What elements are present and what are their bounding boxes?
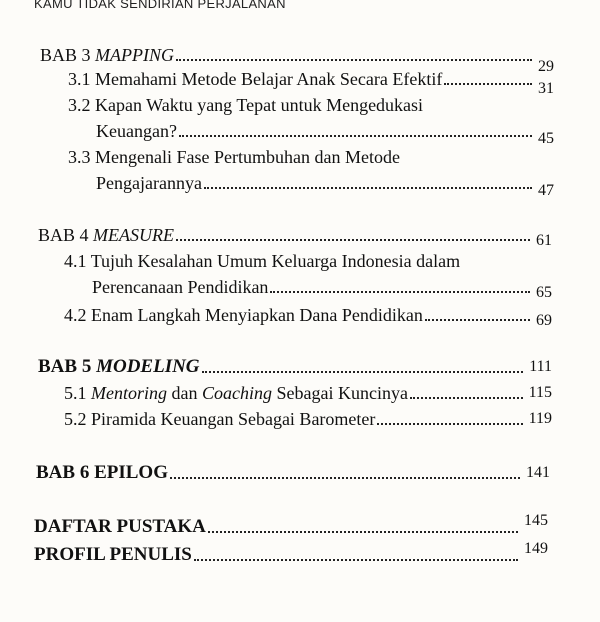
- section-text-cont: Pengajarannya: [96, 173, 202, 193]
- section-text: Piramida Keuangan Sebagai Barometer: [91, 409, 376, 429]
- dot-leader: [202, 371, 524, 373]
- page-number: 119: [528, 410, 552, 427]
- dot-leader: [194, 559, 518, 561]
- page-number: 65: [536, 284, 552, 301]
- toc-entry-5-1[interactable]: [64, 382, 552, 404]
- dot-leader: [410, 397, 523, 399]
- section-title: [64, 408, 375, 430]
- page-number: 141: [526, 464, 550, 481]
- section-text: Sebagai Kuncinya: [276, 383, 408, 403]
- toc-entry-4-1-line1: [64, 250, 460, 272]
- chapter-title: [38, 356, 200, 378]
- chapter-label: BAB 5: [38, 356, 92, 377]
- toc-entry-4-2[interactable]: [64, 304, 552, 329]
- dot-leader: [425, 319, 530, 321]
- chapter-name: MEASURE: [93, 225, 174, 245]
- dot-leader: [179, 135, 532, 137]
- section-text: Memahami Metode Belajar Anak Secara Efektif: [95, 69, 443, 89]
- section-title: [64, 382, 408, 404]
- toc-entry-bab5[interactable]: [38, 356, 552, 378]
- section-text-dan: dan: [171, 383, 198, 403]
- dot-leader: [176, 59, 532, 61]
- toc-entry-3-2[interactable]: [96, 120, 554, 147]
- toc-entry-3-1[interactable]: [68, 68, 554, 97]
- chapter-title: DAFTAR PUSTAKA: [34, 516, 206, 537]
- toc-entry-bab6[interactable]: [36, 462, 550, 484]
- toc-entry-3-2-line1: [68, 94, 423, 116]
- dot-leader: [176, 239, 530, 241]
- dot-leader: [270, 291, 530, 293]
- section-number: 5.2: [64, 409, 87, 429]
- section-number: 3.1: [68, 69, 91, 89]
- toc-entry-3-3-line1: [68, 146, 400, 168]
- section-text-cont: Keuangan?: [96, 121, 177, 141]
- chapter-name: MODELING: [96, 356, 200, 377]
- toc-entry-profil-penulis[interactable]: [34, 540, 548, 566]
- chapter-title: [40, 44, 174, 66]
- chapter-title: [38, 224, 174, 246]
- section-number: 3.3: [68, 147, 91, 167]
- page-number: 111: [529, 358, 552, 375]
- page-number: 115: [528, 384, 552, 401]
- toc-entry-bab4[interactable]: [38, 224, 552, 249]
- section-text: Kapan Waktu yang Tepat untuk Mengedukasi: [95, 95, 424, 115]
- page-number: 61: [536, 232, 552, 249]
- dot-leader: [208, 531, 518, 533]
- section-text: Tujuh Kesalahan Umum Keluarga Indonesia dalam: [90, 251, 461, 271]
- chapter-title: BAB 6 EPILOG: [36, 462, 168, 483]
- toc-entry-4-1[interactable]: [92, 276, 552, 301]
- chapter-label: BAB 3: [40, 45, 91, 65]
- page-number: 31: [538, 80, 554, 97]
- chapter-title: PROFIL PENULIS: [34, 544, 192, 565]
- section-text-coaching: Coaching: [202, 383, 272, 403]
- page-number: 145: [524, 512, 548, 529]
- dot-leader: [377, 423, 522, 425]
- section-text-mentoring: Mentoring: [91, 383, 167, 403]
- dot-leader: [170, 477, 520, 479]
- toc-entry-bab3[interactable]: [40, 44, 554, 75]
- section-title: [68, 68, 442, 90]
- toc-entry-daftar-pustaka[interactable]: [34, 512, 548, 538]
- section-title: [64, 304, 423, 326]
- section-text: Enam Langkah Menyiapkan Dana Pendidikan: [91, 305, 423, 325]
- toc-entry-3-3[interactable]: [96, 172, 554, 199]
- chapter-name: MAPPING: [95, 45, 174, 65]
- page-number: 29: [538, 58, 554, 75]
- chapter-label: BAB 4: [38, 225, 89, 245]
- page-number: 149: [524, 540, 548, 557]
- section-number: 3.2: [68, 95, 91, 115]
- running-header: KAMU TIDAK SENDIRIAN PERJALANAN: [34, 0, 286, 11]
- section-number: 4.1: [64, 251, 87, 271]
- section-text: Mengenali Fase Pertumbuhan dan Metode: [95, 147, 400, 167]
- toc-entry-5-2[interactable]: [64, 408, 552, 430]
- section-number: 5.1: [64, 383, 87, 403]
- dot-leader: [204, 187, 532, 189]
- page-number: 47: [538, 182, 554, 199]
- section-text-cont: Perencanaan Pendidikan: [92, 277, 269, 297]
- page-number: 45: [538, 130, 554, 147]
- dot-leader: [444, 83, 532, 85]
- section-number: 4.2: [64, 305, 87, 325]
- page-number: 69: [536, 312, 552, 329]
